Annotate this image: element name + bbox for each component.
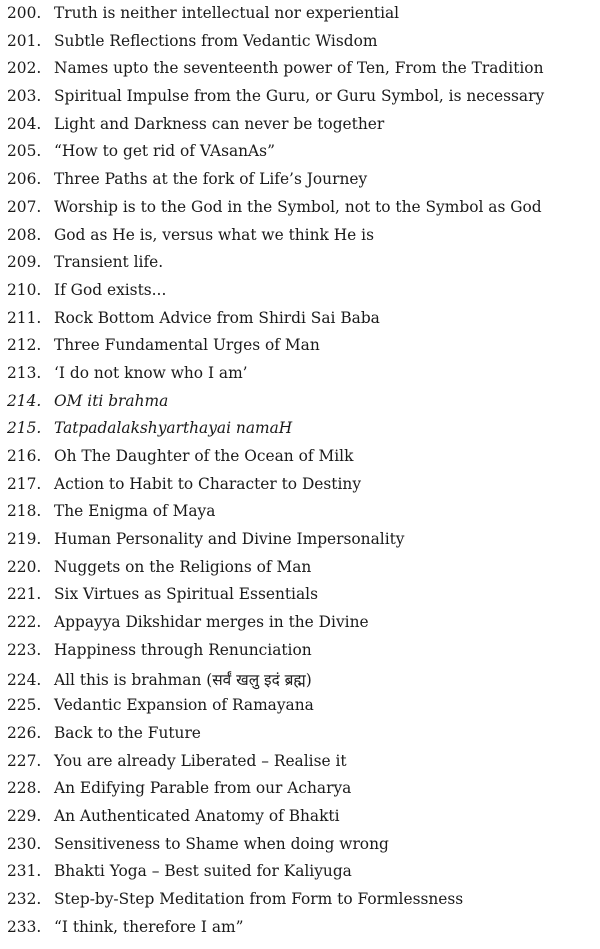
- item-number: 202.: [7, 59, 42, 78]
- item-number: 233.: [7, 917, 42, 936]
- list-item: [7, 226, 600, 254]
- item-number: 221.: [7, 585, 42, 604]
- item-number: 215.: [7, 419, 42, 438]
- item-number: 230.: [7, 834, 42, 853]
- item-number: 205.: [7, 142, 42, 161]
- item-number: 200.: [7, 4, 42, 22]
- list-item: [7, 890, 600, 918]
- item-title: Three Fundamental Urges of Man: [54, 336, 320, 355]
- item-number: 228.: [7, 779, 42, 798]
- list-item: [7, 309, 600, 337]
- item-title: Truth is neither intellectual nor experiential: [54, 4, 400, 22]
- item-number: 223.: [7, 640, 42, 659]
- item-title: Subtle Reflections from Vedantic Wisdom: [54, 31, 378, 50]
- item-title: If God exists...: [54, 280, 167, 299]
- item-number: 225.: [7, 696, 42, 715]
- list-item: [7, 447, 600, 475]
- item-number: 224.: [7, 670, 42, 689]
- list-item: [7, 4, 600, 32]
- item-number: 212.: [7, 336, 42, 355]
- item-number: 209.: [7, 253, 42, 272]
- list-item: [7, 32, 600, 60]
- item-number: 219.: [7, 530, 42, 549]
- item-title: Three Paths at the fork of Life’s Journey: [54, 170, 368, 189]
- item-number: 210.: [7, 280, 42, 299]
- item-title: OM iti brahma: [54, 391, 169, 410]
- list-item: [7, 779, 600, 807]
- item-title: Vedantic Expansion of Ramayana: [54, 696, 314, 715]
- item-title: Action to Habit to Character to Destiny: [54, 474, 362, 493]
- list-item: [7, 807, 600, 835]
- list-item: [7, 585, 600, 613]
- item-title: Human Personality and Divine Impersonality: [54, 530, 405, 549]
- item-number: 218.: [7, 502, 42, 521]
- list-item: [7, 59, 600, 87]
- list-item: [7, 364, 600, 392]
- item-title: The Enigma of Maya: [54, 502, 216, 521]
- item-number: 213.: [7, 363, 42, 382]
- list-item: [7, 502, 600, 530]
- list-item: [7, 336, 600, 364]
- item-title: Oh The Daughter of the Ocean of Milk: [54, 447, 354, 465]
- item-title: Appayya Dikshidar merges in the Divine: [54, 613, 369, 632]
- item-number: 229.: [7, 806, 42, 825]
- list-item: [7, 475, 600, 503]
- list-item: [7, 558, 600, 586]
- item-number: 220.: [7, 557, 42, 576]
- item-number: 232.: [7, 890, 42, 908]
- list-item: [7, 87, 600, 115]
- item-title: Nuggets on the Religions of Man: [54, 557, 312, 576]
- list-item: [7, 918, 600, 946]
- item-title: Step-by-Step Meditation from Form to Formlessness: [54, 890, 464, 908]
- item-number: 222.: [7, 613, 42, 632]
- item-title: Transient life.: [54, 253, 164, 272]
- item-number: 216.: [7, 447, 42, 465]
- list-item: [7, 752, 600, 780]
- item-title: “I think, therefore I am”: [54, 917, 244, 936]
- item-number: 214.: [7, 391, 42, 410]
- list-item: [7, 142, 600, 170]
- item-title: Sensitiveness to Shame when doing wrong: [54, 834, 389, 853]
- item-number: 203.: [7, 87, 42, 106]
- list-item: [7, 696, 600, 724]
- list-item: [7, 724, 600, 752]
- item-title: “How to get rid of VAsanAs”: [54, 142, 275, 161]
- item-title: Names upto the seventeenth power of Ten, From the Tradition: [54, 59, 544, 78]
- list-item: [7, 170, 600, 198]
- list-item: [7, 115, 600, 143]
- item-title: You are already Liberated – Realise it: [54, 751, 347, 770]
- list-item: [7, 835, 600, 863]
- item-title: Worship is to the God in the Symbol, not to the Symbol as God: [54, 197, 542, 216]
- list-item: [7, 862, 600, 890]
- item-number: 204.: [7, 114, 42, 133]
- item-title: Happiness through Renunciation: [54, 640, 312, 659]
- item-title: Bhakti Yoga – Best suited for Kaliyuga: [54, 862, 352, 881]
- list-item: [7, 419, 600, 447]
- item-title: ‘I do not know who I am’: [54, 363, 248, 382]
- list-item: [7, 198, 600, 226]
- table-of-contents: [7, 4, 600, 945]
- item-number: 206.: [7, 170, 42, 189]
- list-item: [7, 641, 600, 669]
- item-title: An Authenticated Anatomy of Bhakti: [54, 806, 340, 825]
- item-number: 227.: [7, 751, 42, 770]
- item-title: Six Virtues as Spiritual Essentials: [54, 585, 318, 604]
- list-item: [7, 281, 600, 309]
- item-title: Back to the Future: [54, 723, 201, 742]
- item-title: Light and Darkness can never be together: [54, 114, 385, 133]
- item-title: Tatpadalakshyarthayai namaH: [54, 419, 293, 438]
- item-title: Rock Bottom Advice from Shirdi Sai Baba: [54, 308, 380, 327]
- item-title: All this is brahman (सर्वं खलु इदं ब्रह्म): [54, 670, 312, 689]
- item-number: 217.: [7, 474, 42, 493]
- item-number: 208.: [7, 225, 42, 244]
- item-title: Spiritual Impulse from the Guru, or Guru Symbol, is necessary: [54, 87, 545, 106]
- list-item: [7, 253, 600, 281]
- item-number: 207.: [7, 197, 42, 216]
- list-item: [7, 669, 600, 697]
- list-item: [7, 530, 600, 558]
- list-item: [7, 392, 600, 420]
- item-number: 201.: [7, 31, 42, 50]
- item-number: 226.: [7, 723, 42, 742]
- item-number: 211.: [7, 308, 42, 327]
- item-number: 231.: [7, 862, 42, 881]
- item-title: An Edifying Parable from our Acharya: [54, 779, 352, 798]
- item-title: God as He is, versus what we think He is: [54, 225, 374, 244]
- list-item: [7, 613, 600, 641]
